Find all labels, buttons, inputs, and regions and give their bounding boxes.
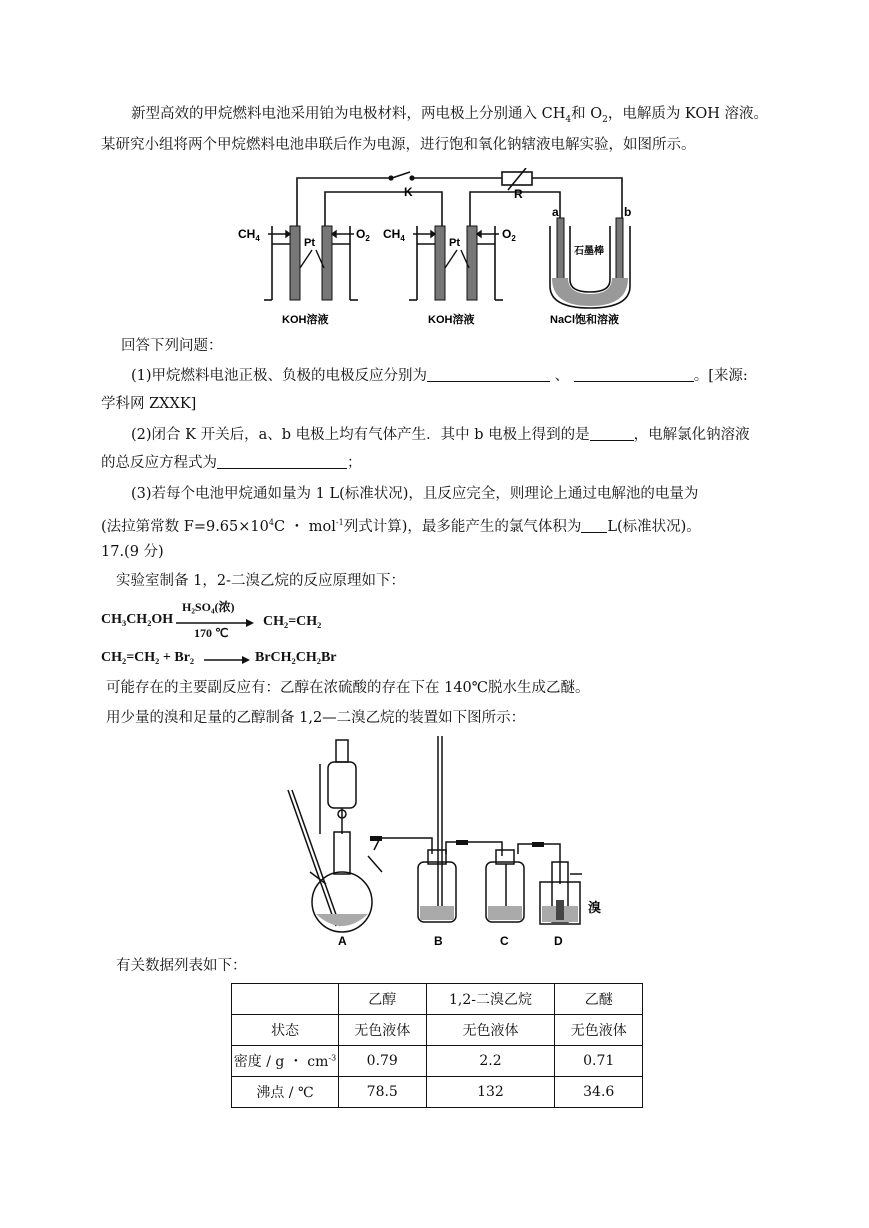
o2-label-2: $O_2$ (502, 227, 516, 243)
table-cell: 无色液体 (426, 1015, 555, 1046)
label-a: A (338, 934, 347, 948)
cell3-caption: NaCl饱和溶液 (550, 314, 620, 326)
label-c: C (500, 934, 509, 948)
eq2-right: BrCH₂CH₂Br (255, 650, 337, 665)
electrode-b-label: b (624, 205, 632, 219)
table-cell: 沸点 / ℃ (232, 1077, 339, 1108)
q16-text: 的总反应方程式为 (101, 455, 217, 471)
properties-table (231, 983, 643, 1108)
eq1-right: CH₂=CH₂ (263, 614, 322, 629)
table-cell: 132 (426, 1077, 555, 1108)
table-header-row (232, 984, 643, 1015)
table-cell: 无色液体 (555, 1015, 643, 1046)
superscript: -1 (335, 518, 344, 527)
cell1-caption: KOH溶液 (282, 314, 329, 326)
bromine-label: 溴 (588, 900, 602, 915)
eq1-left: CH₃CH₂OH (101, 612, 174, 627)
q16-text: 列式计算)，最多能产生的氯气体积为 (343, 518, 582, 535)
table-cell: 78.5 (339, 1077, 427, 1108)
table-header-cell: 1,2-二溴乙烷 (426, 984, 555, 1015)
pt-label-1: Pt (304, 237, 315, 249)
q16-part1-line1 (131, 366, 748, 386)
answer-blank[interactable] (574, 367, 694, 382)
table-cell: 34.6 (555, 1077, 643, 1108)
o2-label-1: $O_2$ (356, 227, 370, 243)
q16-part3-line1: (3)若每个电池甲烷通如量为 1 L(标准状况)，且反应完全，则理论上通过电解池的电量为 (131, 486, 699, 502)
label-b: B (434, 934, 443, 948)
apparatus-diagram (270, 734, 610, 950)
table-cell: 0.71 (555, 1046, 643, 1077)
superscript: 4 (268, 518, 274, 527)
q16-part3-line2 (101, 513, 701, 537)
intro-text: 新型高效的甲烷燃料电池采用铂为电极材料，两电极上分别通入 CH (131, 106, 566, 122)
table-row (232, 1015, 643, 1046)
table-intro: 有关数据列表如下： (116, 958, 247, 974)
superscript: -3 (328, 1053, 337, 1063)
subscript: 4 (565, 114, 572, 125)
subscript: 2 (602, 114, 608, 125)
q16-part2-line2 (101, 453, 362, 473)
table-cell (232, 1046, 339, 1077)
eq1-condition-bottom: 170 ℃ (194, 626, 229, 640)
q16-part1-line2: 学科网 ZXXK] (101, 396, 197, 412)
table-row (232, 1046, 643, 1077)
q17-intro: 实验室制备 1，2-二溴乙烷的反应原理如下： (116, 573, 405, 589)
pt-label-2: Pt (449, 237, 460, 249)
q16-text: (1)甲烷燃料电池正极、负极的电极反应分别为 (131, 368, 428, 384)
intro-line-2: 某研究小组将两个甲烷燃料电池串联后作为电源，进行饱和氧化钠辖液电解实验，如图所示。 (101, 137, 696, 153)
table-cell: 无色液体 (339, 1015, 427, 1046)
q17-apparatus-intro: 用少量的溴和足量的乙醇制备 1,2—二溴乙烷的装置如下图所示： (106, 710, 526, 726)
table-header-cell (232, 984, 339, 1015)
q16-text: ，电解氯化钠溶液 (633, 427, 750, 443)
table-header-cell: 乙醚 (555, 984, 643, 1015)
table-header-cell: 乙醇 (339, 984, 427, 1015)
ch4-label-2: $CH_4$ (383, 227, 405, 243)
answer-blank[interactable] (217, 454, 347, 469)
answer-blank[interactable] (581, 518, 607, 533)
label-d: D (554, 934, 563, 948)
eq1-condition-top: H₂SO₄(浓) (182, 600, 235, 614)
table-cell: 0.79 (339, 1046, 427, 1077)
electrode-a-label: a (552, 205, 559, 219)
q16-text: C ・ mol (273, 518, 336, 535)
q16-part2-line1 (131, 425, 750, 445)
ch4-label-1: $CH_4$ (238, 227, 260, 243)
table-row (232, 1077, 643, 1108)
q16-text: L(标准状况)。 (607, 518, 701, 535)
resistor-label: R (514, 187, 523, 201)
answer-blank[interactable] (427, 367, 550, 382)
table-cell: 2.2 (426, 1046, 555, 1077)
intro-line-1 (131, 104, 768, 130)
fuel-cell-diagram (232, 168, 662, 328)
q17-side-reaction: 可能存在的主要副反应有：乙醇在浓硫酸的存在下在 140℃脱水生成乙醚。 (106, 680, 590, 696)
switch-label: K (404, 185, 413, 199)
table-cell: 状态 (232, 1015, 339, 1046)
q16-text: (2)闭合 K 开关后，a、b 电极上均有气体产生．其中 b 电极上得到的是 (131, 427, 590, 443)
q16-text: 。[来源: (693, 368, 748, 384)
q16-lead: 回答下列问题： (121, 338, 223, 354)
intro-text: ，电解质为 KOH 溶液。 (607, 106, 769, 122)
density-label: 密度 / g ・ cm (233, 1054, 329, 1070)
q16-text: ； (347, 455, 362, 471)
q16-text: 、 (554, 368, 570, 384)
answer-blank[interactable] (590, 426, 634, 441)
intro-text: 和 O (571, 106, 603, 122)
q17-heading: 17.(9 分) (101, 544, 164, 560)
q16-text: (法拉第常数 F=9.65×10 (101, 518, 269, 535)
reaction-arrow (204, 655, 250, 665)
eq2-left: CH₂=CH₂ + Br₂ (101, 650, 195, 665)
graphite-label: 石墨棒 (574, 246, 604, 257)
cell2-caption: KOH溶液 (428, 314, 475, 326)
